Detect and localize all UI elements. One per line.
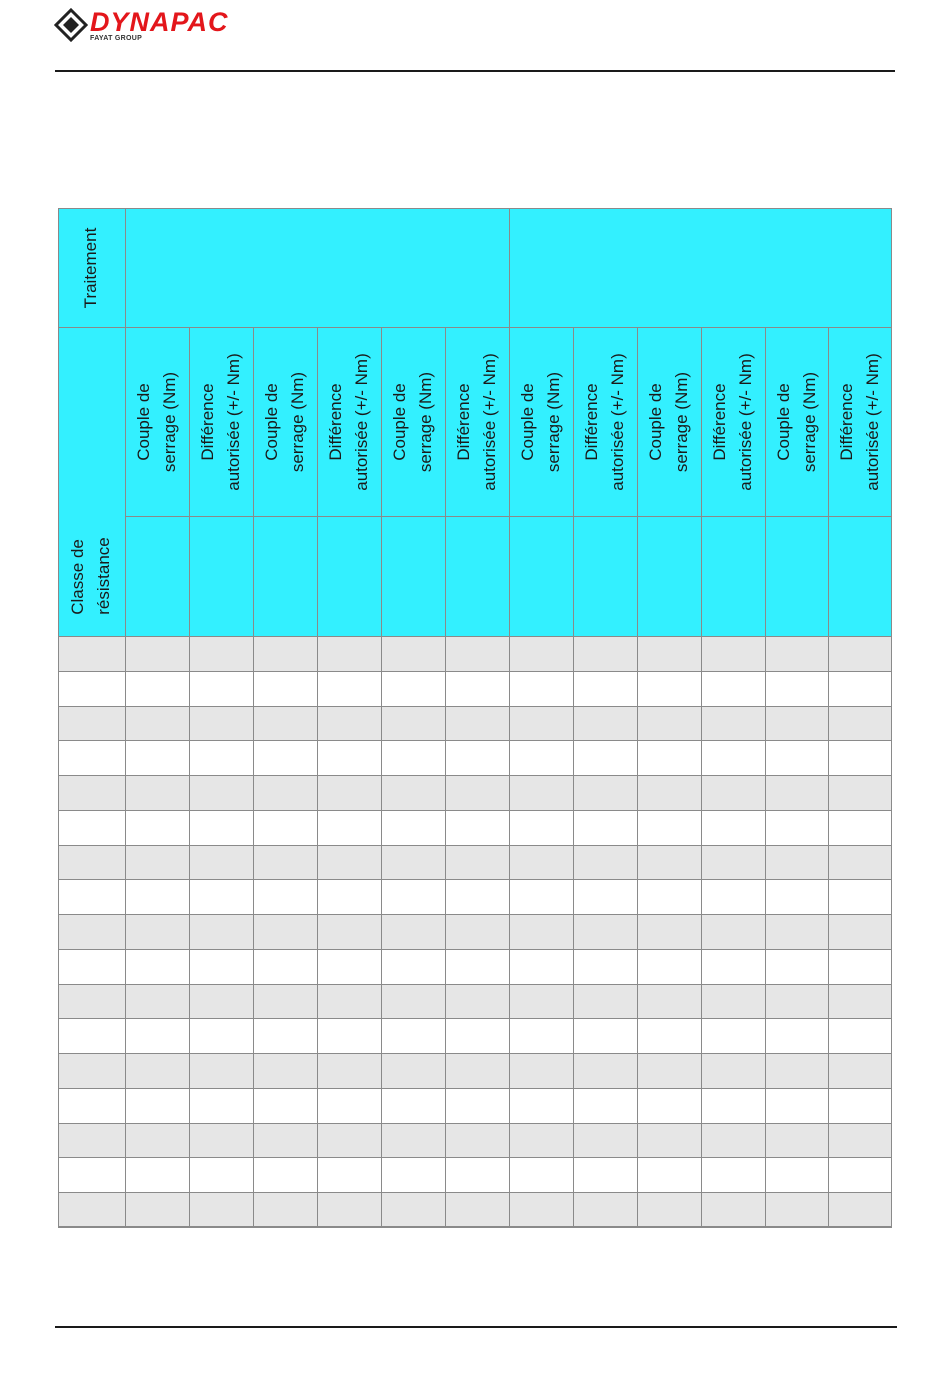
column-header-5 (387, 372, 439, 472)
column-header-8-line1: Différence (582, 383, 601, 461)
column-header-11-line1: Couple de (773, 383, 793, 461)
column-header-3-line1: Couple de (262, 383, 281, 461)
brand-name: DYNAPAC (90, 7, 229, 37)
column-header-5-line1: Couple de (390, 383, 409, 461)
column-header-2-line2: autorisée (+/- Nm) (224, 353, 243, 491)
treatment-label-line1: Traitement (81, 227, 100, 309)
column-header-12-line1: Différence (837, 383, 856, 461)
header-rule (55, 70, 895, 72)
dynapac-logo (54, 6, 314, 44)
column-header-10 (707, 353, 759, 490)
column-header-2-line1: Différence (198, 383, 217, 461)
column-header-9-line1: Couple de (646, 383, 665, 461)
column-header-9-line2: serrage (Nm) (672, 371, 691, 473)
column-header-4-line2: autorisée (+/- Nm) (352, 353, 371, 491)
column-header-4-line1: Différence (326, 383, 345, 461)
column-header-10-line1: Différence (710, 383, 729, 461)
column-header-6 (451, 353, 503, 490)
column-header-8 (579, 353, 631, 490)
column-header-11 (771, 372, 823, 472)
class-label (65, 537, 117, 614)
class-label-line1: Classe de (68, 539, 87, 615)
column-header-3-line2: serrage (Nm) (288, 371, 307, 473)
column-header-7 (515, 372, 567, 472)
column-header-11-line2: serrage (Nm) (799, 371, 819, 473)
column-header-10-line2: autorisée (+/- Nm) (736, 353, 755, 491)
column-header-1-line1: Couple de (134, 383, 153, 461)
dynapac-diamond-logo-icon (54, 8, 88, 42)
column-header-9 (643, 372, 695, 472)
column-header-5-line2: serrage (Nm) (416, 371, 435, 473)
column-header-3 (259, 372, 311, 472)
column-header-6-line2: autorisée (+/- Nm) (480, 353, 499, 491)
footer-rule (55, 1326, 897, 1328)
column-header-8-line2: autorisée (+/- Nm) (608, 353, 627, 491)
column-header-12-line2: autorisée (+/- Nm) (863, 353, 882, 491)
column-header-4 (323, 353, 375, 490)
column-header-1 (131, 372, 183, 472)
column-header-7-line1: Couple de (518, 383, 537, 461)
column-header-6-line1: Différence (454, 383, 473, 461)
column-header-7-line2: serrage (Nm) (544, 371, 563, 473)
column-header-1-line2: serrage (Nm) (160, 371, 179, 473)
column-header-12 (834, 353, 886, 490)
class-label-line2: résistance (94, 537, 113, 615)
column-header-2 (195, 353, 247, 490)
brand-group: FAYAT GROUP (90, 35, 143, 42)
torque-table (58, 208, 892, 1227)
treatment-label (78, 228, 104, 309)
